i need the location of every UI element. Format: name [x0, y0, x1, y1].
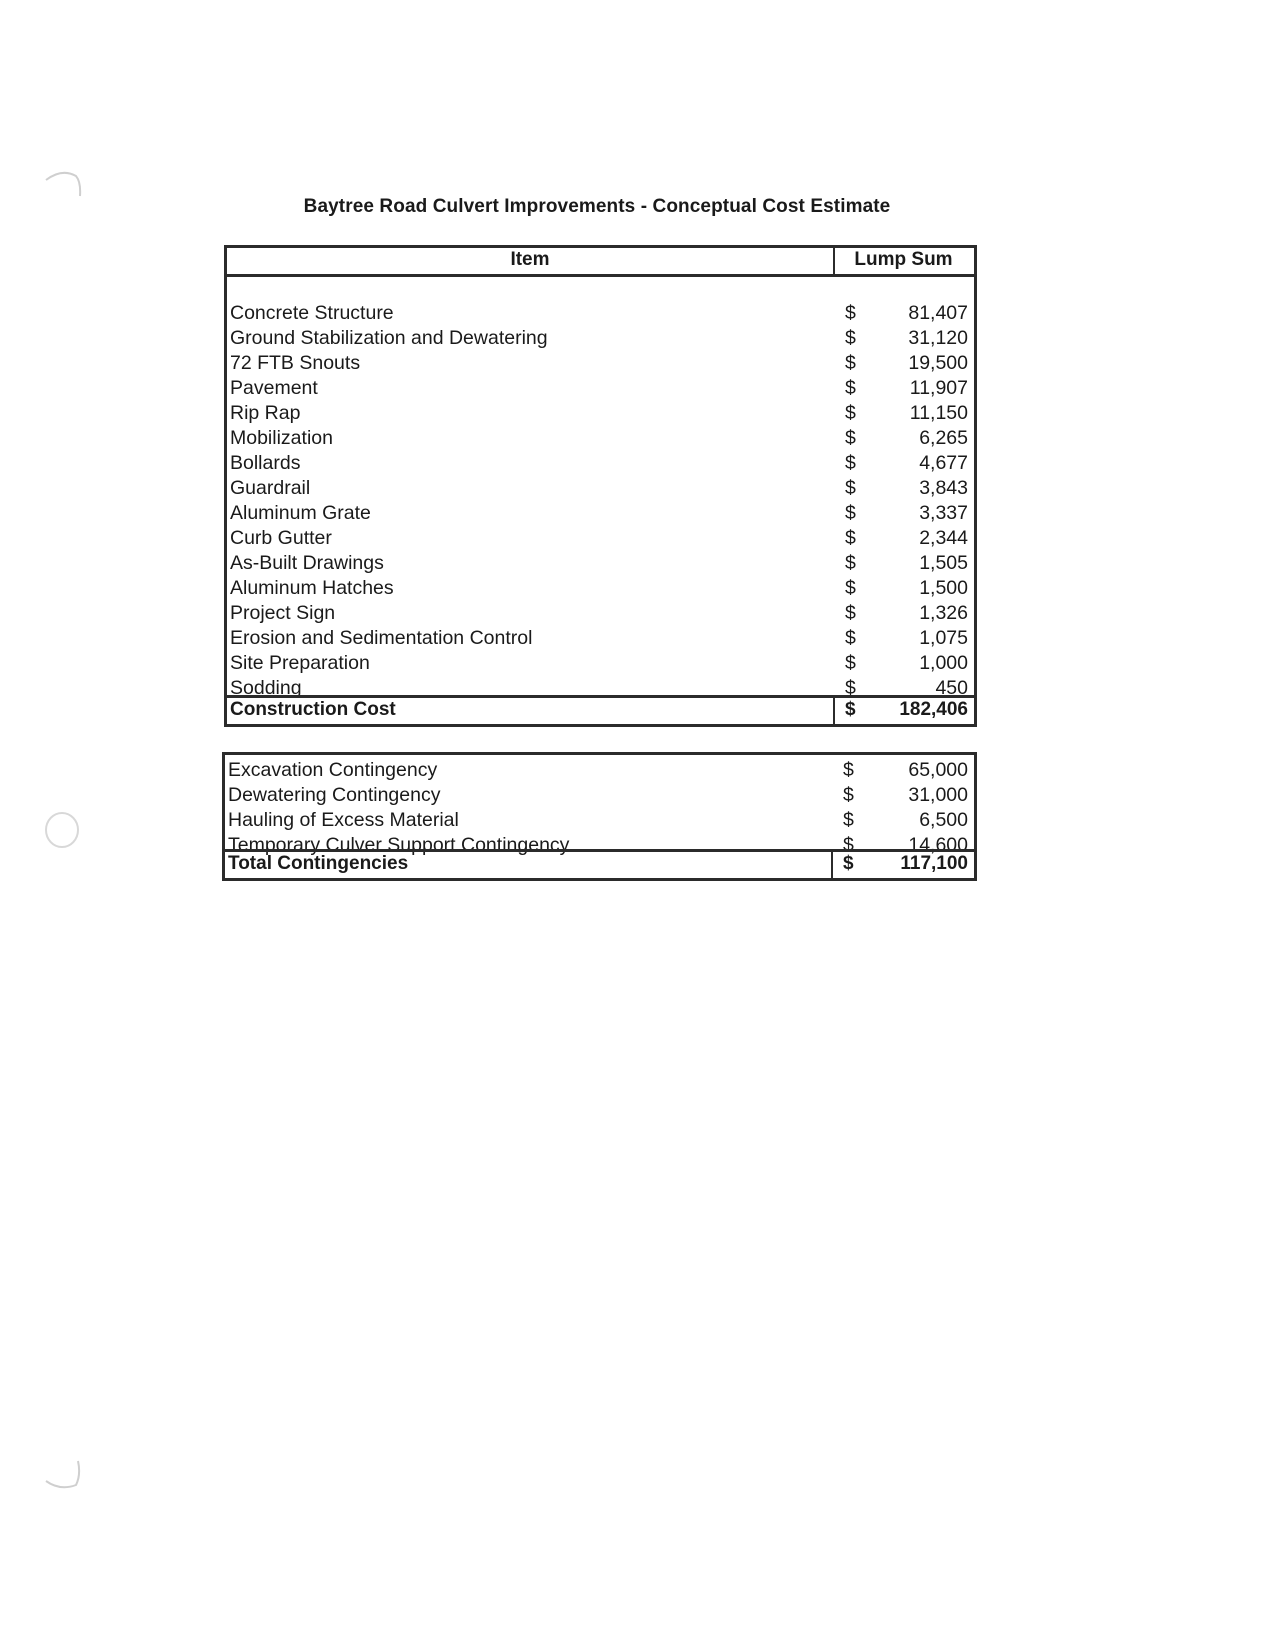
row-currency: $ — [845, 602, 856, 624]
document-title: Baytree Road Culvert Improvements - Conceptual Cost Estimate — [303, 196, 891, 217]
row-currency: $ — [845, 377, 856, 399]
row-amount: 1,000 — [919, 652, 968, 674]
contingency-rows — [225, 757, 974, 857]
table-row — [227, 600, 974, 625]
row-item-label: Rip Rap — [230, 402, 301, 424]
table-row — [227, 650, 974, 675]
row-currency: $ — [845, 452, 856, 474]
row-currency: $ — [843, 784, 854, 806]
table-row — [227, 450, 974, 475]
contingencies-total-row — [225, 849, 974, 878]
punch-hole-middle — [44, 810, 82, 850]
row-currency: $ — [845, 527, 856, 549]
row-amount: 1,500 — [919, 577, 968, 599]
row-currency: $ — [843, 834, 854, 856]
row-currency: $ — [845, 427, 856, 449]
construction-cost-total-row — [227, 695, 974, 724]
row-amount: 31,000 — [908, 784, 968, 806]
row-item-label: Aluminum Hatches — [230, 577, 394, 599]
row-currency: $ — [845, 577, 856, 599]
total-label: Construction Cost — [230, 699, 396, 720]
table-row — [227, 575, 974, 600]
row-amount: 1,326 — [919, 602, 968, 624]
row-currency: $ — [845, 352, 856, 374]
row-item-label: Concrete Structure — [230, 302, 394, 324]
row-amount: 19,500 — [908, 352, 968, 374]
row-currency: $ — [845, 477, 856, 499]
row-currency: $ — [845, 627, 856, 649]
total-currency: $ — [845, 699, 856, 720]
row-amount: 6,265 — [919, 427, 968, 449]
table-row — [227, 500, 974, 525]
table-row — [227, 300, 974, 325]
row-currency: $ — [845, 652, 856, 674]
row-amount: 3,337 — [919, 502, 968, 524]
row-item-label: Erosion and Sedimentation Control — [230, 627, 533, 649]
row-currency: $ — [845, 327, 856, 349]
row-currency: $ — [845, 552, 856, 574]
table-row — [227, 325, 974, 350]
row-item-label: Site Preparation — [230, 652, 370, 674]
row-currency: $ — [845, 502, 856, 524]
row-amount: 14,600 — [908, 834, 968, 856]
row-currency: $ — [845, 402, 856, 424]
table-row — [227, 400, 974, 425]
table-row — [227, 475, 974, 500]
row-amount: 4,677 — [919, 452, 968, 474]
row-item-label: Curb Gutter — [230, 527, 332, 549]
table-row — [225, 757, 974, 782]
row-item-label: Project Sign — [230, 602, 336, 624]
row-amount: 6,500 — [919, 809, 968, 831]
table-row — [225, 782, 974, 807]
row-item-label: Sodding — [230, 677, 302, 699]
header-lump-sum: Lump Sum — [854, 249, 953, 270]
table-row — [227, 350, 974, 375]
row-item-label: Guardrail — [230, 477, 311, 499]
contingencies-total-divider — [831, 852, 833, 878]
row-currency: $ — [845, 302, 856, 324]
header-item: Item — [510, 249, 550, 270]
contingencies-total-currency: $ — [843, 853, 854, 874]
contingencies-total-label: Total Contingencies — [228, 853, 409, 874]
contingencies-table — [222, 752, 977, 881]
row-item-label: Mobilization — [230, 427, 333, 449]
row-item-label: As-Built Drawings — [230, 552, 384, 574]
row-amount: 11,907 — [909, 377, 968, 399]
row-item-label: 72 FTB Snouts — [230, 352, 361, 374]
row-item-label: Hauling of Excess Material — [228, 809, 459, 831]
row-amount: 1,075 — [919, 627, 968, 649]
row-amount: 3,843 — [919, 477, 968, 499]
row-item-label: Pavement — [230, 377, 318, 399]
punch-hole-top — [44, 166, 82, 206]
total-amount: 182,406 — [899, 699, 968, 720]
row-item-label: Dewatering Contingency — [228, 784, 441, 806]
row-amount: 2,344 — [919, 527, 968, 549]
row-amount: 11,150 — [909, 402, 968, 424]
construction-cost-table — [224, 245, 977, 727]
table-row — [227, 525, 974, 550]
cost-rows — [227, 300, 974, 700]
table-row — [227, 550, 974, 575]
row-currency: $ — [843, 809, 854, 831]
row-amount: 81,407 — [908, 302, 968, 324]
total-divider — [833, 698, 835, 724]
punch-hole-bottom — [44, 1455, 82, 1495]
row-currency: $ — [843, 759, 854, 781]
row-item-label: Temporary Culver Support Contingency — [228, 834, 570, 856]
row-item-label: Aluminum Grate — [230, 502, 371, 524]
table-row — [227, 425, 974, 450]
row-amount: 31,120 — [908, 327, 968, 349]
row-item-label: Bollards — [230, 452, 301, 474]
table-row — [227, 625, 974, 650]
row-item-label: Excavation Contingency — [228, 759, 438, 781]
table-row — [225, 807, 974, 832]
row-amount: 65,000 — [908, 759, 968, 781]
table-header — [227, 248, 974, 277]
row-amount: 1,505 — [919, 552, 968, 574]
row-currency: $ — [845, 677, 856, 699]
row-amount: 450 — [935, 677, 968, 699]
row-item-label: Ground Stabilization and Dewatering — [230, 327, 548, 349]
table-row — [227, 375, 974, 400]
contingencies-total-amount: 117,100 — [900, 853, 968, 874]
